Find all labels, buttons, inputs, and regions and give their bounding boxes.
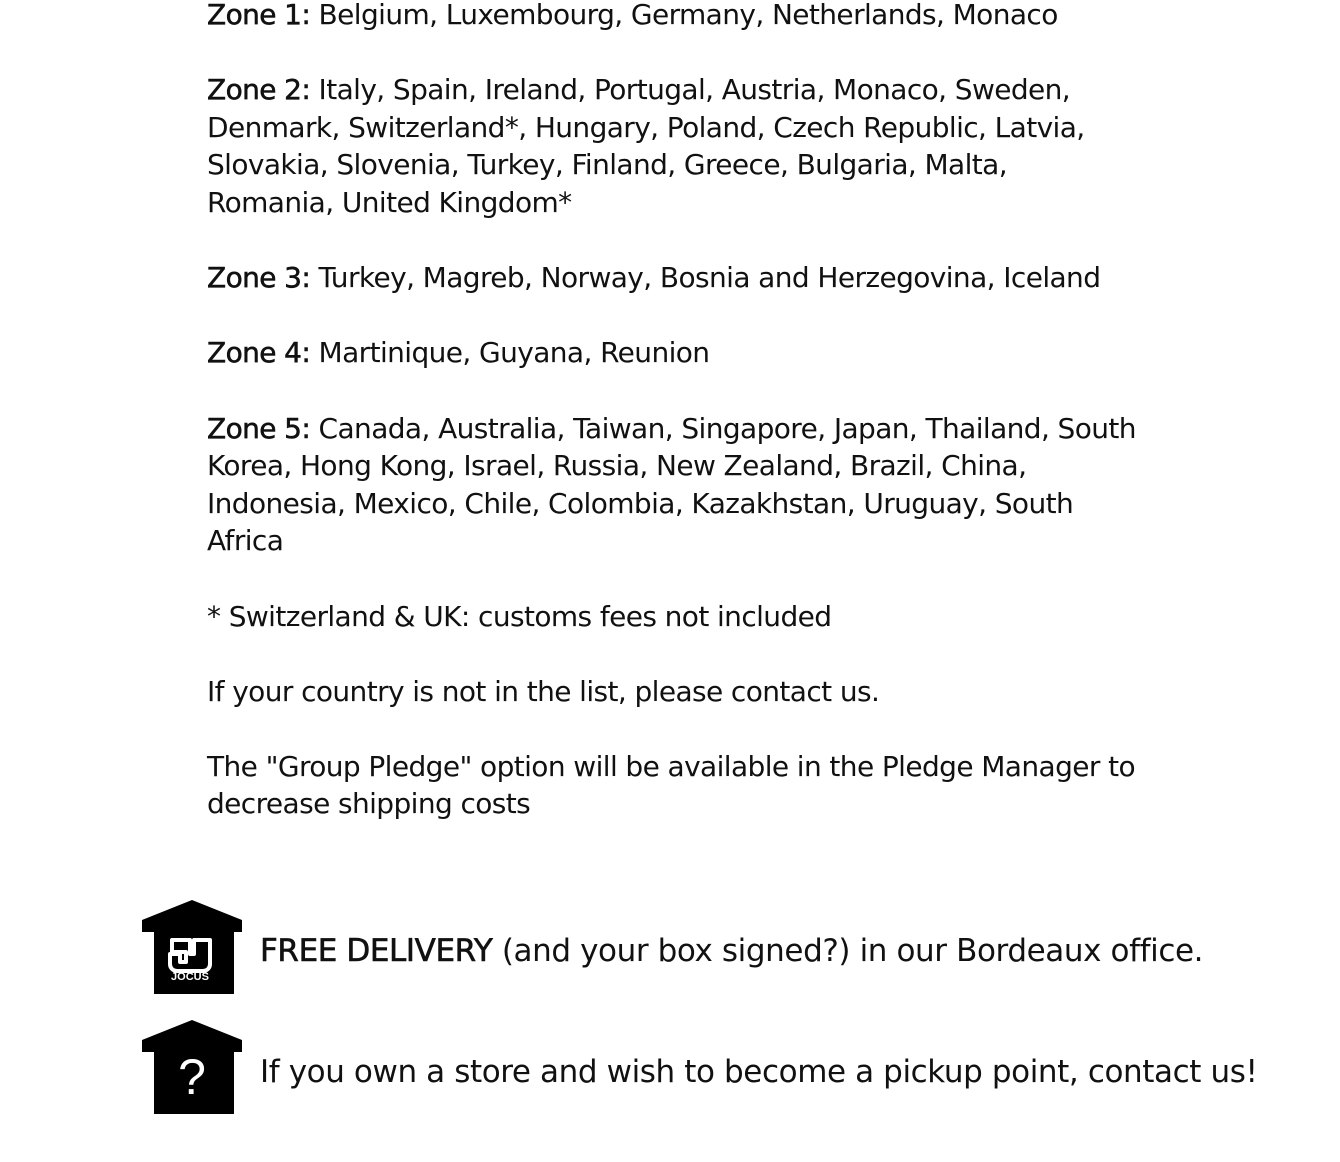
zone-countries: Italy, Spain, Ireland, Portugal, Austria, Monaco, Sweden, Denmark, Switzerland*, Hungary, Poland, Czech Republic, Latvia, Slovakia, Slovenia, Turkey, Finland, Greece, Bulgaria, Malta, Romania, United Kingdom* [207,73,1085,219]
zone-label: Zone 3: [207,261,311,295]
group-pledge-note: The "Group Pledge" option will be available in the Pledge Manager to decrease shipping costs [207,749,1135,821]
pickup-point-text: If you own a store and wish to become a pickup point, contact us! [260,1054,1258,1090]
jocus-logo-text: JOCUS [171,971,209,983]
zone-3 [207,259,1137,297]
zone-5 [207,410,1137,560]
zone-countries: Martinique, Guyana, Reunion [318,336,710,370]
free-delivery-feature [142,900,1203,994]
jocus-house-icon [142,900,242,994]
zone-2 [207,71,1137,221]
zone-1 [207,0,1137,34]
contact-note: If your country is not in the list, please contact us. [207,674,880,708]
zone-countries: Turkey, Magreb, Norway, Bosnia and Herzegovina, Iceland [318,261,1101,295]
customs-note: * Switzerland & UK: customs fees not included [207,599,832,633]
zone-label: Zone 1: [207,0,311,31]
question-mark-icon: ? [178,1049,206,1105]
pickup-point-feature [142,1020,1258,1114]
zone-label: Zone 4: [207,336,311,370]
free-delivery-text [260,933,1203,969]
free-delivery-label: FREE DELIVERY [260,933,493,969]
free-delivery-description: (and your box signed?) in our Bordeaux office. [492,933,1204,969]
zone-4 [207,334,1137,372]
zone-countries: Belgium, Luxembourg, Germany, Netherlands, Monaco [318,0,1058,31]
zone-label: Zone 2: [207,73,311,107]
question-house-icon [142,1020,242,1114]
shipping-zones-section [207,0,1137,861]
zone-label: Zone 5: [207,411,311,445]
zone-countries: Canada, Australia, Taiwan, Singapore, Japan, Thailand, South Korea, Hong Kong, Israel, Russia, New Zealand, Brazil, China, Indonesia, Mexico, Chile, Colombia, Kazakhstan, Uruguay, South Africa [207,411,1136,558]
